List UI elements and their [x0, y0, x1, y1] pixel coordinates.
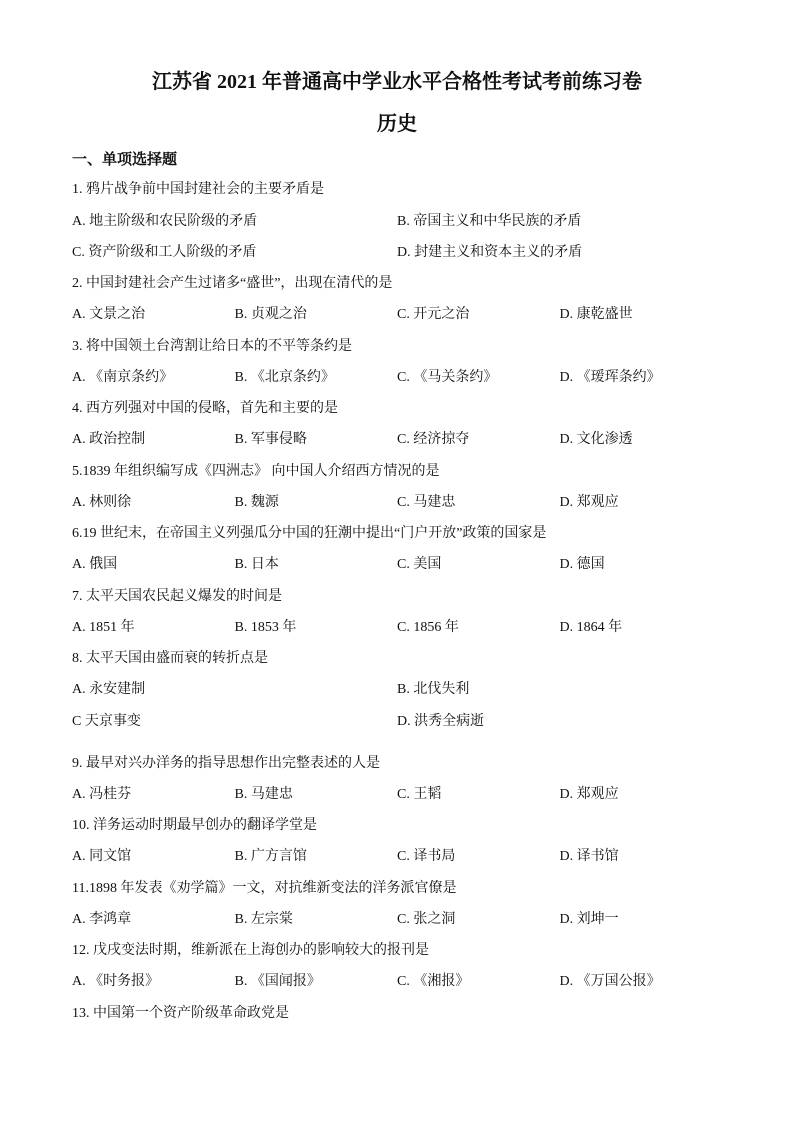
option-b: B. 广方言馆 — [234, 849, 307, 865]
option-a: A. 1851 年 — [72, 619, 135, 635]
options-row — [72, 904, 722, 935]
option-d: D. 刘坤一 — [559, 911, 619, 927]
question-13 — [72, 998, 722, 1029]
option-a: A. 冯桂芬 — [72, 786, 132, 802]
option-a: A. 文景之治 — [72, 307, 146, 323]
question-stem: 7. 太平天国农民起义爆发的时间是 — [72, 588, 282, 604]
option-d: D. 《万国公报》 — [559, 974, 661, 990]
option-a: A. 同文馆 — [72, 849, 132, 865]
option-a: A. 俄国 — [72, 557, 118, 573]
option-c: C. 译书局 — [397, 849, 456, 865]
option-b: B. 北伐失利 — [397, 682, 470, 698]
option-b: B. 1853 年 — [234, 619, 297, 635]
option-d: D. 文化渗透 — [559, 432, 633, 448]
option-a: A. 政治控制 — [72, 432, 146, 448]
option-b: B. 《国闻报》 — [234, 974, 321, 990]
option-a: A. 永安建制 — [72, 682, 146, 698]
option-c: C. 王韬 — [397, 786, 442, 802]
question-11 — [72, 873, 722, 936]
option-b: B. 马建忠 — [234, 786, 293, 802]
option-a: A. 林则徐 — [72, 494, 132, 510]
exam-title: 江苏省 2021 年普通高中学业水平合格性考试考前练习卷 — [152, 71, 642, 93]
option-c: C. 张之洞 — [397, 911, 456, 927]
options-row — [72, 674, 722, 705]
options-row — [72, 237, 722, 268]
question-7 — [72, 581, 722, 644]
option-c: C. 美国 — [397, 557, 442, 573]
option-c: C. 马建忠 — [397, 494, 456, 510]
question-2 — [72, 268, 722, 331]
option-d: D. 康乾盛世 — [559, 307, 633, 323]
question-9 — [72, 748, 722, 811]
option-d: D. 1864 年 — [559, 619, 623, 635]
options-row — [72, 706, 722, 737]
option-c: C. 《马关条约》 — [397, 369, 498, 385]
options-row — [72, 362, 722, 393]
exam-subject: 历史 — [377, 113, 417, 135]
option-d: D. 郑观应 — [559, 786, 619, 802]
option-b: B. 魏源 — [234, 494, 279, 510]
option-a: A. 地主阶级和农民阶级的矛盾 — [72, 213, 258, 229]
option-b: B. 左宗棠 — [234, 911, 293, 927]
options-row — [72, 487, 722, 518]
option-b: B. 帝国主义和中华民族的矛盾 — [397, 213, 582, 229]
question-stem: 5.1839 年组织编写成《四洲志》 向中国人介绍西方情况的是 — [72, 463, 440, 479]
question-stem: 10. 洋务运动时期最早创办的翻译学堂是 — [72, 818, 317, 834]
option-b: B. 《北京条约》 — [234, 369, 335, 385]
question-stem: 12. 戊戌变法时期，维新派在上海创办的影响较大的报刊是 — [72, 943, 429, 959]
question-12 — [72, 935, 722, 998]
options-row — [72, 841, 722, 872]
question-stem: 9. 最早对兴办洋务的指导思想作出完整表述的人是 — [72, 755, 380, 771]
option-d: D. 郑观应 — [559, 494, 619, 510]
question-1 — [72, 174, 722, 268]
question-10 — [72, 810, 722, 873]
option-c: C 天京事变 — [72, 713, 141, 729]
question-stem: 1. 鸦片战争前中国封建社会的主要矛盾是 — [72, 182, 324, 198]
options-row — [72, 424, 722, 455]
option-c: C. 资产阶级和工人阶级的矛盾 — [72, 244, 257, 260]
question-6 — [72, 518, 722, 581]
option-d: D. 洪秀全病逝 — [397, 713, 485, 729]
option-d: D. 译书馆 — [559, 849, 619, 865]
options-row — [72, 612, 722, 643]
option-c: C. 1856 年 — [397, 619, 459, 635]
option-b: B. 日本 — [234, 557, 279, 573]
question-stem: 4. 西方列强对中国的侵略，首先和主要的是 — [72, 401, 338, 417]
option-c: C. 《湘报》 — [397, 974, 470, 990]
option-c: C. 经济掠夺 — [397, 432, 470, 448]
question-stem: 6.19 世纪末，在帝国主义列强瓜分中国的狂潮中提出“门户开放”政策的国家是 — [72, 526, 547, 542]
options-row — [72, 299, 722, 330]
options-row — [72, 779, 722, 810]
option-d: D. 《瑷珲条约》 — [559, 369, 661, 385]
section-heading: 一、单项选择题 — [72, 152, 178, 168]
option-d: D. 封建主义和资本主义的矛盾 — [397, 244, 583, 260]
question-stem: 11.1898 年发表《劝学篇》一文，对抗维新变法的洋务派官僚是 — [72, 880, 457, 896]
question-stem: 8. 太平天国由盛而衰的转折点是 — [72, 651, 268, 667]
option-a: A. 李鸿章 — [72, 911, 132, 927]
option-b: B. 军事侵略 — [234, 432, 307, 448]
question-4 — [72, 393, 722, 456]
option-b: B. 贞观之治 — [234, 307, 307, 323]
question-8 — [72, 643, 722, 737]
options-row — [72, 966, 722, 997]
options-row — [72, 549, 722, 580]
question-list — [72, 174, 722, 1029]
option-c: C. 开元之治 — [397, 307, 470, 323]
question-5 — [72, 456, 722, 519]
question-3 — [72, 331, 722, 394]
option-d: D. 德国 — [559, 557, 605, 573]
option-a: A. 《南京条约》 — [72, 369, 174, 385]
question-stem: 13. 中国第一个资产阶级革命政党是 — [72, 1005, 289, 1021]
question-stem: 2. 中国封建社会产生过诸多“盛世”，出现在清代的是 — [72, 276, 393, 292]
options-row — [72, 206, 722, 237]
question-stem: 3. 将中国领土台湾割让给日本的不平等条约是 — [72, 338, 352, 354]
option-a: A. 《时务报》 — [72, 974, 160, 990]
